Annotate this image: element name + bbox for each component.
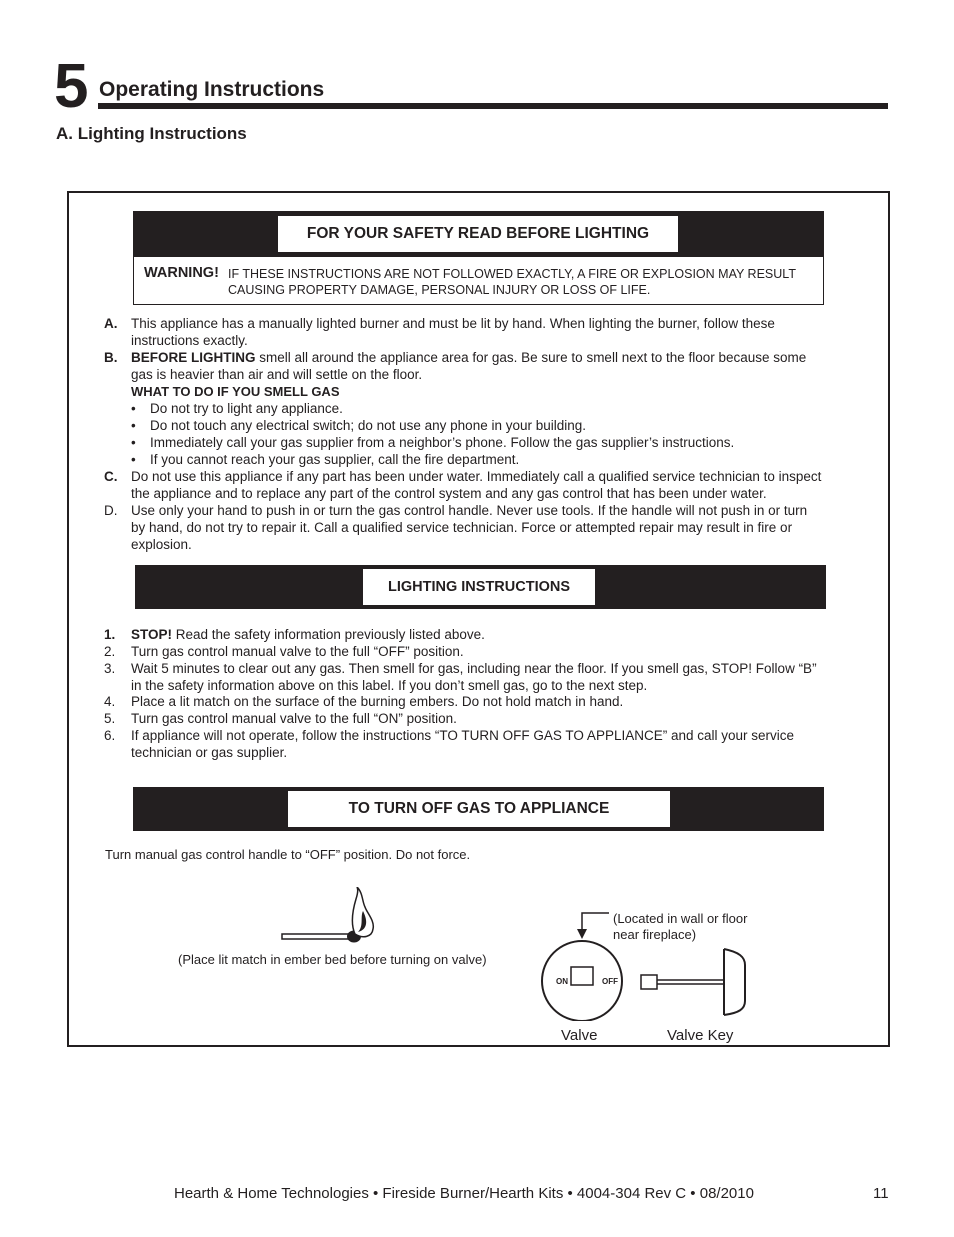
warning-line-2: CAUSING PROPERTY DAMAGE, PERSONAL INJURY OR LOSS OF LIFE. (228, 283, 651, 297)
valve-label: Valve (561, 1027, 598, 1044)
item-d-line-1: Use only your hand to push in or turn the gas control handle. Never use tools. If the handle will not push in or turn (131, 503, 808, 518)
smell-gas-heading: WHAT TO DO IF YOU SMELL GAS (131, 384, 340, 399)
warning-box (133, 257, 824, 305)
valve-key-icon (641, 949, 745, 1015)
item-b-line-1 (131, 349, 806, 366)
step-number: 1. (104, 627, 116, 642)
turnoff-banner-label: TO TURN OFF GAS TO APPLIANCE (288, 791, 670, 827)
step-number: 5. (104, 711, 116, 726)
item-b-line-2: gas is heavier than air and will settle on the floor. (131, 367, 423, 382)
item-b-bold: BEFORE LIGHTING (131, 350, 256, 365)
lighting-banner-label: LIGHTING INSTRUCTIONS (363, 569, 595, 605)
lit-match-icon (274, 887, 384, 949)
item-d-line-2: by hand, do not try to repair it. Call a qualified service technician. Force or attempted repair may result in fire or (131, 520, 793, 535)
step-5: Turn gas control manual valve to the full “ON” position. (131, 711, 457, 726)
step-4: Place a lit match on the surface of the burning embers. Do not hold match in hand. (131, 694, 624, 709)
title-rule (98, 103, 888, 109)
turnoff-instruction: Turn manual gas control handle to “OFF” position. Do not force. (105, 847, 471, 862)
step-1-bold: STOP! (131, 627, 173, 642)
step-1 (131, 626, 485, 643)
step-number: 3. (104, 661, 116, 676)
item-d-marker: D. (104, 503, 118, 518)
location-line-2: near fireplace) (613, 927, 697, 942)
valve-handle-slot (571, 967, 593, 985)
location-line-1: (Located in wall or floor (613, 911, 748, 926)
step-1-rest: Read the safety information previously listed above. (172, 627, 485, 642)
item-c-marker: C. (104, 469, 118, 484)
bullet-mark: • (131, 401, 136, 416)
valve-on-label: ON (556, 977, 568, 986)
chapter-number: 5 (54, 52, 87, 121)
footer-doc-info: Hearth & Home Technologies • Fireside Burner/Hearth Kits • 4004-304 Rev C • 08/2010 (174, 1185, 754, 1202)
valve-diagram (539, 909, 759, 1021)
step-3-line-1: Wait 5 minutes to clear out any gas. Then smell for gas, including near the floor. If you smell gas, STOP! Follow “B” (131, 661, 817, 676)
safety-banner (133, 211, 824, 257)
item-a-line-2: instructions exactly. (131, 333, 248, 348)
item-a-marker: A. (104, 316, 118, 331)
step-number: 2. (104, 644, 116, 659)
step-3-line-2: in the safety information above on this label. If you don’t smell gas, go to the next step. (131, 678, 648, 693)
bullet-item: Do not try to light any appliance. (150, 401, 343, 416)
step-number: 4. (104, 694, 116, 709)
chapter-title: Operating Instructions (99, 78, 325, 101)
turnoff-banner (133, 787, 824, 831)
bullet-mark: • (131, 435, 136, 450)
item-b-marker: B. (104, 350, 118, 365)
item-a-line-1: This appliance has a manually lighted burner and must be lit by hand. When lighting the burner, follow these (131, 316, 775, 331)
valve-key-label: Valve Key (667, 1027, 734, 1044)
bullet-mark: • (131, 418, 136, 433)
instruction-label (67, 191, 890, 1047)
warning-line-1: IF THESE INSTRUCTIONS ARE NOT FOLLOWED EXACTLY, A FIRE OR EXPLOSION MAY RESULT (228, 267, 796, 281)
warning-label: WARNING! (144, 265, 219, 281)
lighting-banner (135, 565, 826, 609)
safety-banner-label: FOR YOUR SAFETY READ BEFORE LIGHTING (278, 216, 678, 252)
section-title: A. Lighting Instructions (56, 124, 247, 143)
step-6-line-2: technician or gas supplier. (131, 745, 288, 760)
bullet-item: If you cannot reach your gas supplier, call the fire department. (150, 452, 520, 467)
bullet-item: Immediately call your gas supplier from a neighbor’s phone. Follow the gas supplier’s instructions. (150, 435, 735, 450)
match-caption: (Place lit match in ember bed before turning on valve) (178, 952, 487, 967)
page-number: 11 (873, 1185, 889, 1202)
item-c-line-2: the appliance and to replace any part of the control system and any gas control that has been under water. (131, 486, 767, 501)
item-d-line-3: explosion. (131, 537, 192, 552)
step-number: 6. (104, 728, 116, 743)
item-c-line-1: Do not use this appliance if any part has been under water. Immediately call a qualified service technician to inspect (131, 469, 822, 484)
step-6-line-1: If appliance will not operate, follow the instructions “TO TURN OFF GAS TO APPLIANCE” and call your service (131, 728, 795, 743)
valve-off-label: OFF (602, 977, 618, 986)
item-b-line-1-rest: smell all around the appliance area for gas. Be sure to smell next to the floor because some (255, 350, 807, 365)
bullet-mark: • (131, 452, 136, 467)
bullet-item: Do not touch any electrical switch; do not use any phone in your building. (150, 418, 587, 433)
step-2: Turn gas control manual valve to the full “OFF” position. (131, 644, 464, 659)
